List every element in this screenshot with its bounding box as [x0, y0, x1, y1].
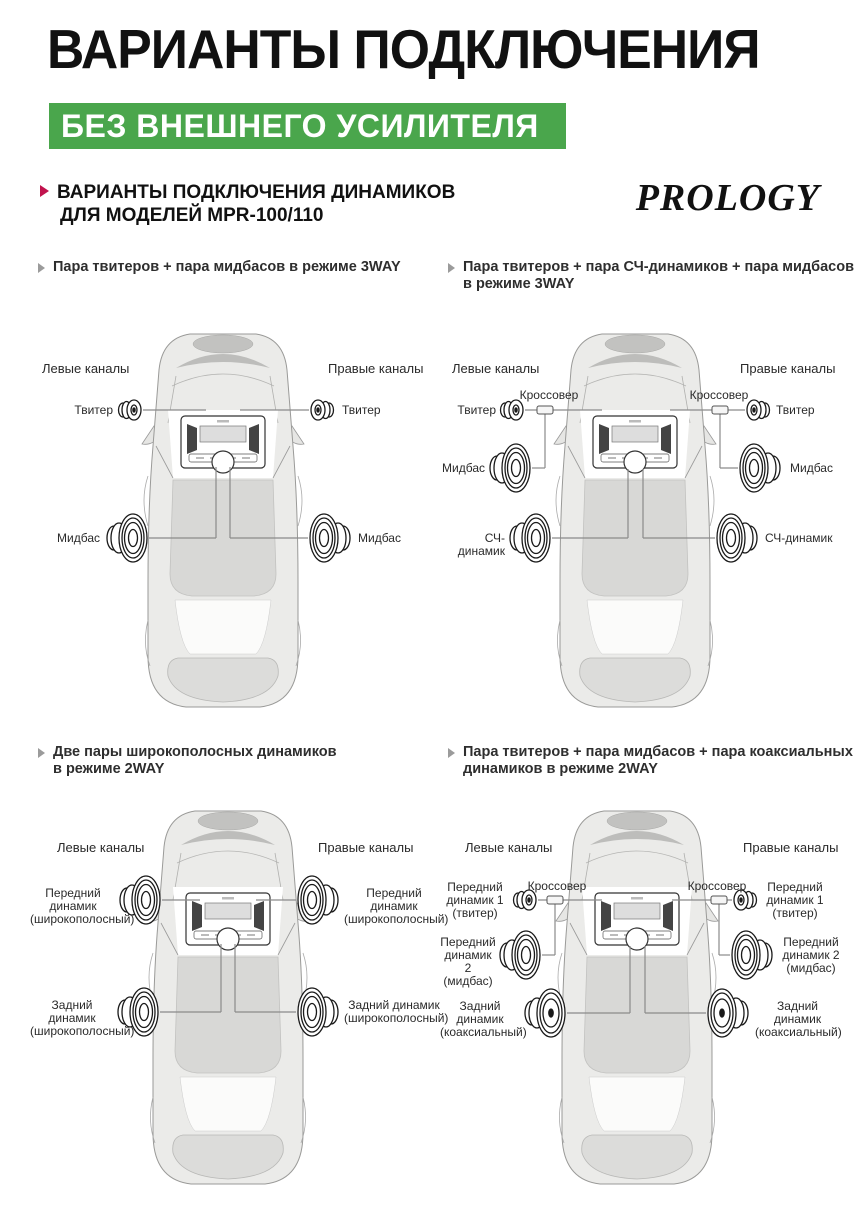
diagram-title-line1: Пара твитеров + пара СЧ-динамиков + пара мидбасов [463, 259, 854, 275]
front2-right-label [780, 936, 842, 975]
tweeter-left-label: Твитер [457, 403, 496, 417]
diagram-title-line2: в режиме 2WAY [53, 761, 165, 777]
front1-left-line1: Передний [447, 880, 503, 894]
rear-right-line1: Задний динамик [773, 999, 822, 1026]
front1-left-line2: динамик 1 [446, 893, 504, 907]
car-wiring-graphic [30, 255, 440, 740]
diagram-title-line2: динамиков в режиме 2WAY [463, 761, 658, 777]
diagram-2way-tweeters-midbass-coaxial [440, 740, 868, 1228]
section-heading-line2: ДЛЯ МОДЕЛЕЙ MPR-100/110 [60, 205, 324, 226]
crossover-left-label: Кроссовер [519, 388, 579, 402]
tweeter-left-label: Твитер [74, 403, 113, 417]
diagram-3way-tweeters-midbass [30, 255, 440, 740]
car-wiring-graphic [440, 255, 868, 740]
left-channels-label: Левые каналы [57, 840, 145, 855]
front1-right-line2: динамик 1 [766, 893, 824, 907]
midbass-left-label: Мидбас [442, 461, 485, 475]
crossover-left-label: Кроссовер [527, 879, 587, 893]
subtitle-banner: БЕЗ ВНЕШНЕГО УСИЛИТЕЛЯ [49, 103, 566, 149]
rear-speaker-right-label [344, 998, 449, 1025]
front2-left-line1: Передний [440, 935, 496, 949]
front1-right-line3: (твитер) [772, 906, 818, 920]
red-arrow-icon [40, 185, 49, 197]
left-channels-label: Левые каналы [465, 840, 553, 855]
diagram-title-line1: Пара твитеров + пара мидбасов + пара коаксиальных [463, 744, 853, 760]
front-speaker-left-label [30, 886, 135, 926]
rear-speaker-left-line2: (широкополосный) [30, 1024, 135, 1038]
diagram-3way-tweeters-mids-midbass [440, 255, 868, 740]
front-speaker-left-line1: Передний динамик [45, 886, 101, 913]
front2-left-label [440, 936, 496, 988]
front1-right-label [762, 881, 828, 920]
crossover-right-label: Кроссовер [689, 388, 749, 402]
rear-left-label [440, 999, 527, 1039]
mid-speaker-right-label: СЧ-динамик [765, 531, 833, 545]
right-channels-label: Правые каналы [318, 840, 414, 855]
front-speaker-right-line1: Передний динамик [366, 886, 422, 913]
rear-left-line1: Задний динамик [456, 999, 504, 1026]
front1-right-line1: Передний [767, 880, 823, 894]
diagram-title-line2: в режиме 3WAY [463, 276, 575, 292]
front2-right-line1: Передний [783, 935, 839, 949]
right-channels-label: Правые каналы [740, 361, 836, 376]
tweeter-right-label: Твитер [342, 403, 381, 417]
tweeter-right-label: Твитер [776, 403, 815, 417]
front2-left-line3: (мидбас) [443, 974, 493, 988]
midbass-left-label: Мидбас [57, 531, 100, 545]
rear-speaker-left-line1: Задний динамик [48, 998, 96, 1025]
front2-right-line3: (мидбас) [786, 961, 836, 975]
midbass-right-label: Мидбас [358, 531, 401, 545]
prology-logo: PROLOGY [635, 177, 820, 219]
rear-speaker-right-line2: (широкополосный) [344, 1011, 449, 1025]
front-speaker-right-label [344, 886, 449, 926]
front1-left-label [442, 881, 508, 920]
front-speaker-left-line2: (широкополосный) [30, 912, 135, 926]
right-channels-label: Правые каналы [743, 840, 839, 855]
rear-right-line2: (коаксиальный) [755, 1025, 842, 1039]
rear-speaker-right-line1: Задний динамик [348, 998, 440, 1012]
front2-left-line2: динамик 2 [444, 948, 492, 975]
rear-right-label [755, 1000, 840, 1039]
crossover-right-label: Кроссовер [687, 879, 747, 893]
diagram-title-line1: Пара твитеров + пара мидбасов в режиме 3WAY [53, 259, 401, 275]
section-heading [40, 181, 455, 227]
rear-speaker-left-label [30, 998, 135, 1038]
diagram-2way-fullrange [30, 740, 449, 1228]
page-title: ВАРИАНТЫ ПОДКЛЮЧЕНИЯ [47, 18, 760, 80]
car-wiring-graphic [440, 740, 868, 1228]
left-channels-label: Левые каналы [452, 361, 540, 376]
rear-left-line2: (коаксиальный) [440, 1025, 527, 1039]
front2-right-line2: динамик 2 [782, 948, 840, 962]
left-channels-label: Левые каналы [42, 361, 130, 376]
car-wiring-graphic [30, 740, 440, 1228]
front1-left-line3: (твитер) [452, 906, 498, 920]
diagram-title-line1: Две пары широкополосных динамиков [53, 744, 337, 760]
section-heading-line1: ВАРИАНТЫ ПОДКЛЮЧЕНИЯ ДИНАМИКОВ [57, 182, 456, 203]
mid-speaker-left-label: СЧ-динамик [457, 531, 505, 558]
right-channels-label: Правые каналы [328, 361, 424, 376]
front-speaker-right-line2: (широкополосный) [344, 912, 449, 926]
midbass-right-label: Мидбас [790, 461, 833, 475]
